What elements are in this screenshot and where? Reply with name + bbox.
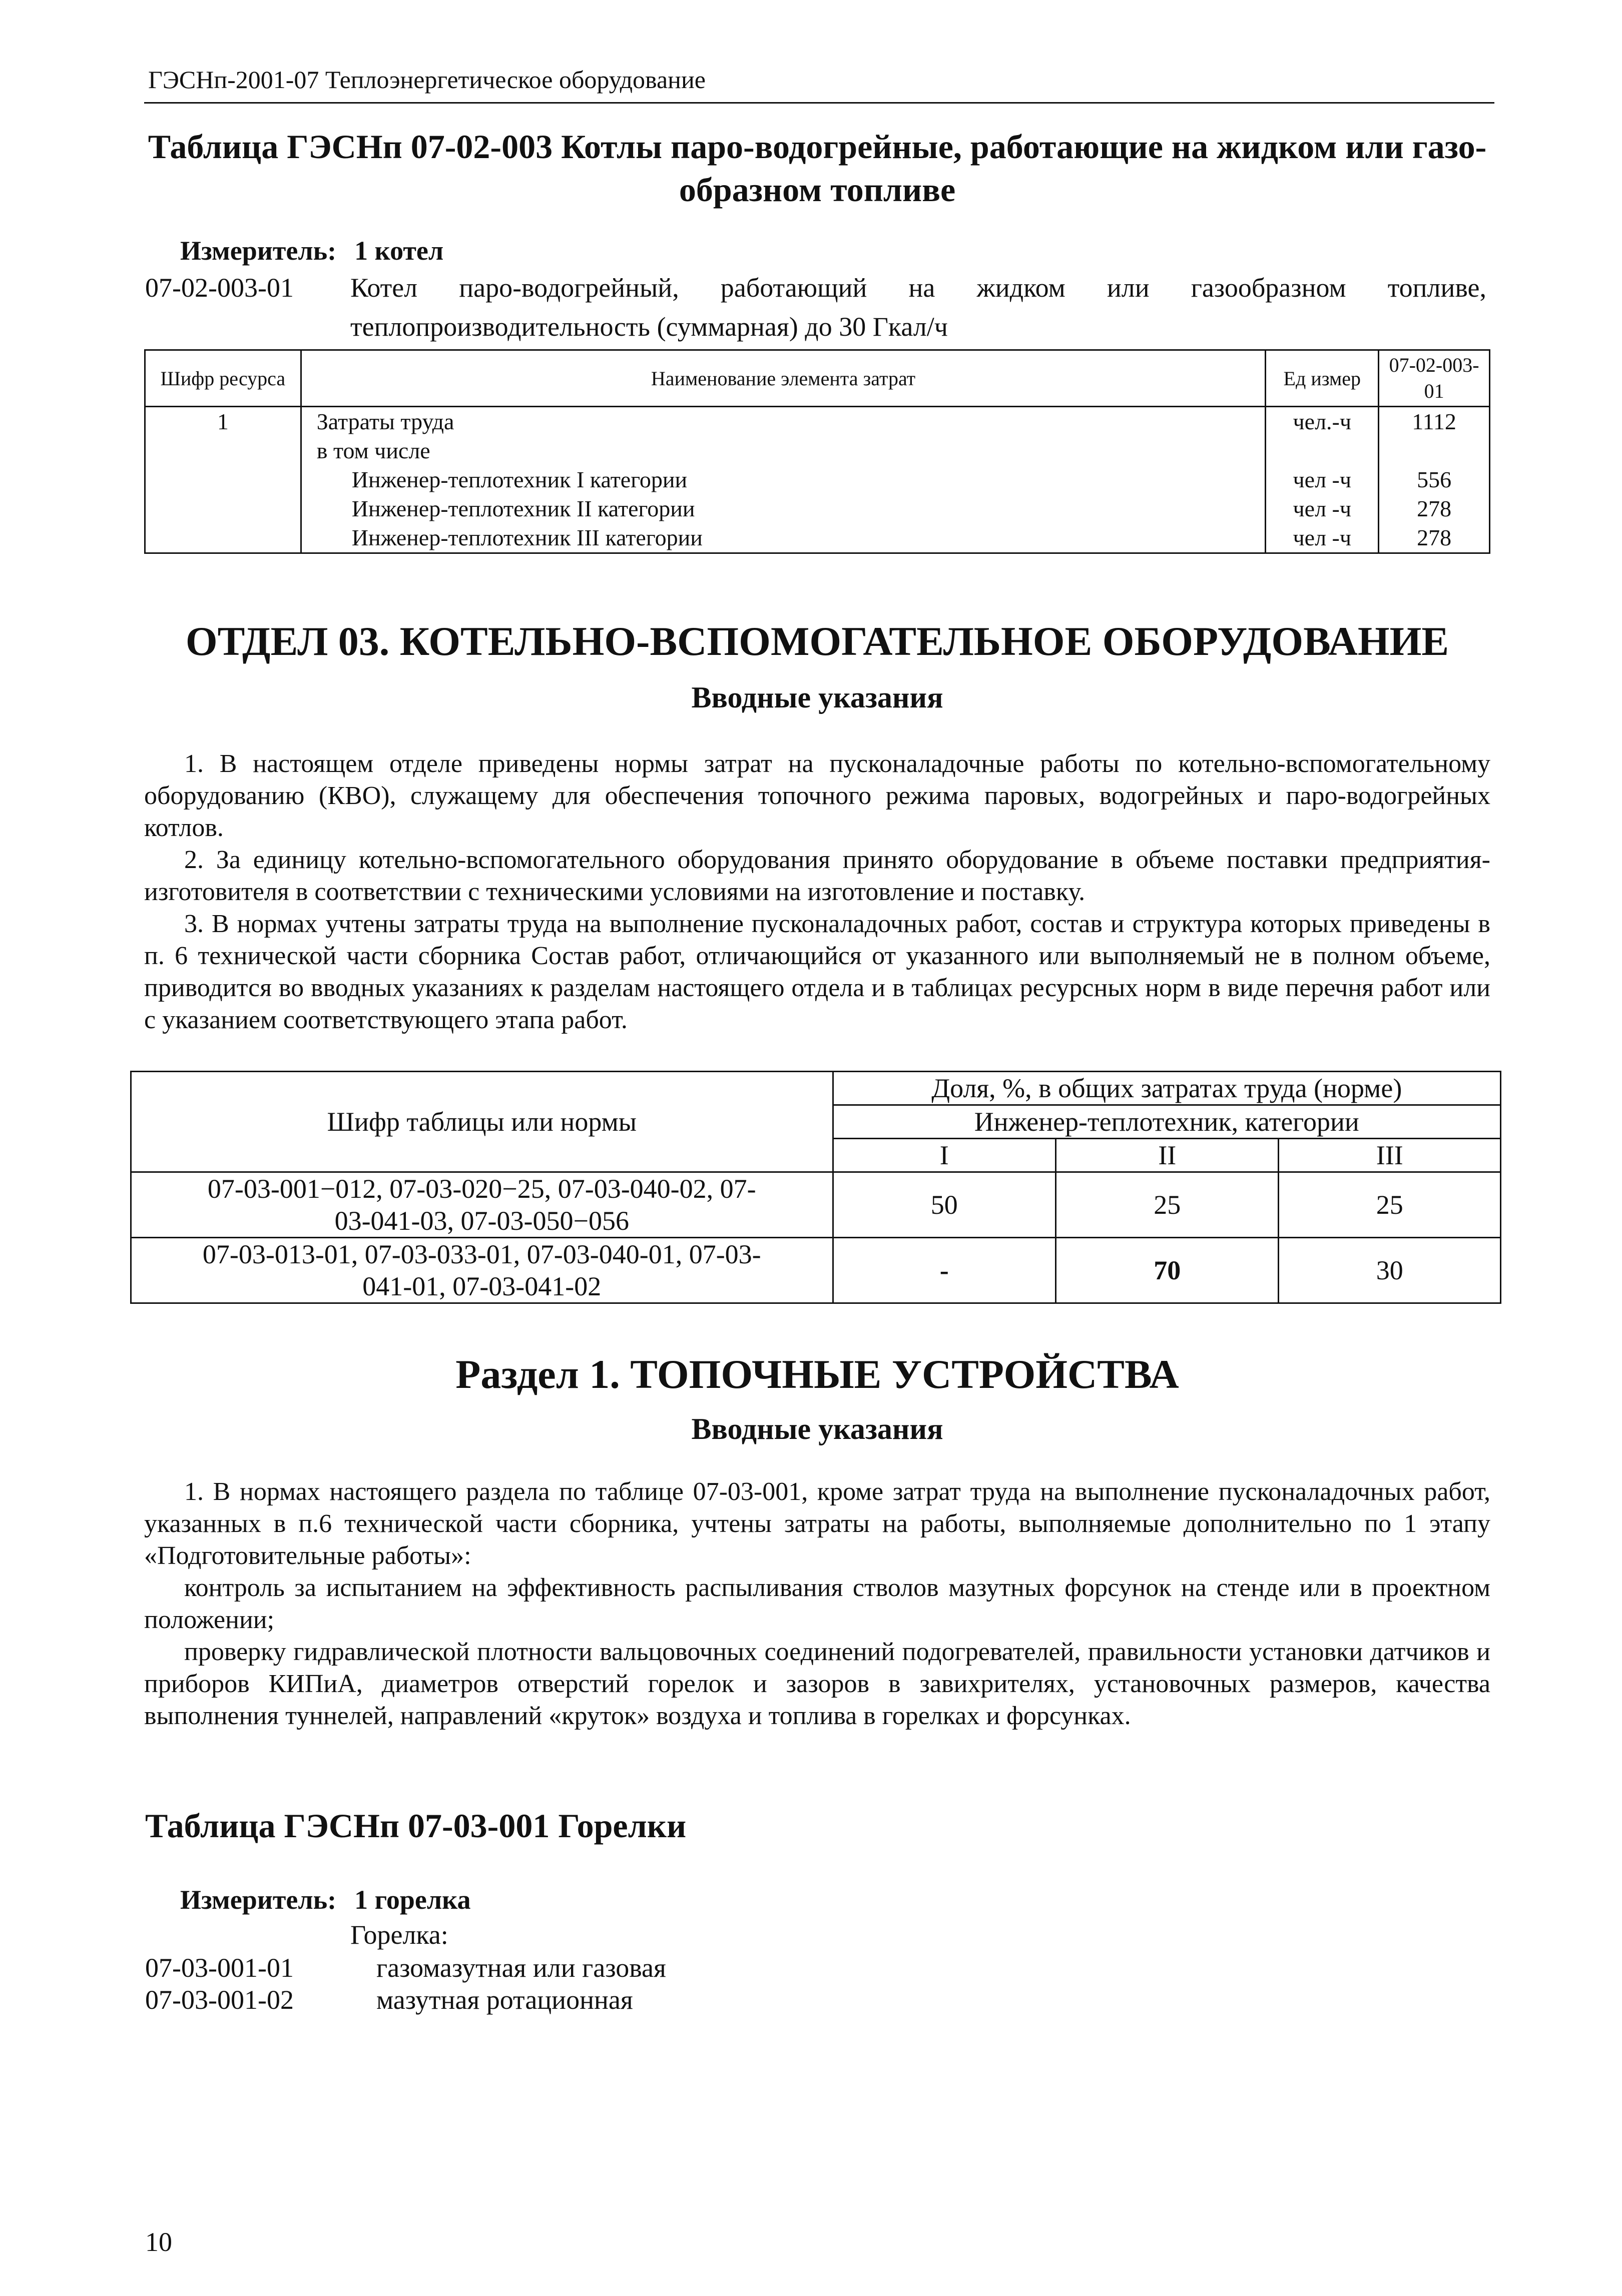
table3-group: Горелка: xyxy=(350,1920,448,1950)
value: 278 xyxy=(1379,494,1490,523)
norm-codes: 07-03-001−012, 07-03-020−25, 07-03-040-02, 07-03-041-03, 07-03-050−056 xyxy=(131,1172,833,1238)
share-i: 50 xyxy=(833,1172,1055,1238)
table-row xyxy=(131,1172,1501,1238)
share-i: - xyxy=(833,1238,1055,1303)
department-title: ОТДЕЛ 03. КОТЕЛЬНО-ВСПОМОГАТЕЛЬНОЕ ОБОРУДОВАНИЕ xyxy=(185,618,1449,664)
share-ii: 70 xyxy=(1056,1238,1279,1303)
table1-measure-value: 1 котел xyxy=(354,236,444,266)
resource-code xyxy=(145,436,301,465)
unit xyxy=(1266,436,1379,465)
category-ii: II xyxy=(1056,1139,1279,1172)
unit: чел -ч xyxy=(1266,523,1379,553)
element-name: Инженер-теплотехник III категории xyxy=(301,523,1266,553)
element-name: Инженер-теплотехник I категории xyxy=(301,465,1266,494)
section-intro-text xyxy=(144,1476,1490,1732)
table1-title xyxy=(144,125,1490,211)
paragraph: 2. За единицу котельно-вспомогательного оборудования принято оборудование в объеме поставки предприятия-изготовителя в соответствии с техническими условиями на изготовление и поставку. xyxy=(144,846,1490,906)
paragraph: 3. В нормах учтены затраты труда на выполнение пусконаладочных работ, состав и структура которых приведены в п. 6 технической части сборника Состав работ, отличающийся от указанного или выполняемый не в полном объеме, приводится во вводных указаниях к разделам настоящего отдела и в таблицах ресурсных норм в виде перечня работ или с указанием соответствующего этапа работ. xyxy=(144,910,1490,1034)
unit: чел -ч xyxy=(1266,494,1379,523)
table3-measure-value: 1 горелка xyxy=(354,1885,471,1915)
table-row xyxy=(145,494,1490,523)
labor-share-table xyxy=(130,1071,1501,1304)
value: 1112 xyxy=(1379,407,1490,437)
paragraph: 1. В нормах настоящего раздела по таблице 07-03-001, кроме затрат труда на выполнение пусконаладочных работ, указанных в п.6 технической части сборника, учтены затраты на работы, выполняемые дополнительно по 1 этапу «Подготовительные работы»: xyxy=(144,1477,1490,1570)
norm-name: мазутная ротационная xyxy=(376,1985,633,2015)
category-i: I xyxy=(833,1139,1055,1172)
share-ii: 25 xyxy=(1056,1172,1279,1238)
norm-codes: 07-03-013-01, 07-03-033-01, 07-03-040-01, 07-03-041-01, 07-03-041-02 xyxy=(131,1238,833,1303)
table-header-row xyxy=(131,1072,1501,1105)
element-name: Затраты труда xyxy=(301,407,1266,437)
element-name-header: Наименование элемента затрат xyxy=(301,350,1266,407)
paragraph: проверку гидравлической плотности вальцовочных соединений подогревателей, правильности установки датчиков и приборов КИПиА, диаметров отверстий горелок и зазоров в завихрителях, установочных размеров, качества выполнения туннелей, направлений «круток» воздуха и топлива в горелках и форсунках. xyxy=(144,1638,1490,1730)
department-intro-text xyxy=(144,748,1490,1036)
department-intro-heading: Вводные указания xyxy=(691,681,943,714)
section-title: Раздел 1. ТОПОЧНЫЕ УСТРОЙСТВА xyxy=(455,1351,1179,1397)
resource-table-header xyxy=(145,350,1490,407)
resource-code-header: Шифр ресурса xyxy=(145,350,301,407)
table-row xyxy=(131,1238,1501,1303)
category-iii: III xyxy=(1279,1139,1501,1172)
norm-name: газомазутная или газовая xyxy=(376,1953,666,1983)
table3-title: Таблица ГЭСНп 07-03-001 Горелки xyxy=(145,1807,687,1845)
section-intro-heading: Вводные указания xyxy=(691,1412,943,1445)
norm-code: 07-03-001-02 xyxy=(145,1985,294,2015)
table1-code: 07-02-003-01 xyxy=(145,273,294,303)
table1-desc: Котел паро-водогрейный, работающий на жидком или газообразном топливе, теплопроизводительность (суммарная) до 30 Гкал/ч xyxy=(350,273,1486,342)
table-row xyxy=(145,465,1490,494)
unit-header: Ед измер xyxy=(1266,350,1379,407)
running-header: ГЭСНп-2001-07 Теплоэнергетическое оборудование xyxy=(148,66,706,94)
value: 278 xyxy=(1379,523,1490,553)
table1-title-text: Таблица ГЭСНп 07-02-003 Котлы паро-водогрейные, работающие на жидком или газо-образном топливе xyxy=(148,128,1487,209)
element-name: в том числе xyxy=(301,436,1266,465)
table3-measure xyxy=(180,1884,488,1915)
share-iii: 30 xyxy=(1279,1238,1501,1303)
category-header: Инженер-теплотехник, категории xyxy=(833,1105,1500,1139)
norm-header: 07-02-003-01 xyxy=(1379,350,1490,407)
resource-table xyxy=(144,349,1490,554)
table-row xyxy=(145,436,1490,465)
resource-code xyxy=(145,523,301,553)
paragraph: контроль за испытанием на эффективность распыливания стволов мазутных форсунок на стенде или в проектном положении; xyxy=(144,1574,1490,1634)
table-row xyxy=(145,407,1490,437)
share-header: Доля, %, в общих затратах труда (норме) xyxy=(833,1072,1500,1105)
share-iii: 25 xyxy=(1279,1172,1501,1238)
resource-code: 1 xyxy=(145,407,301,437)
paragraph: 1. В настоящем отделе приведены нормы затрат на пусконаладочные работы по котельно-вспомогательному оборудованию (КВО), служащему для обеспечения топочного режима паровых, водогрейных и паро-водогрейных котлов. xyxy=(144,749,1490,842)
table-row xyxy=(145,523,1490,553)
page-number: 10 xyxy=(145,2227,172,2257)
value xyxy=(1379,436,1490,465)
unit: чел -ч xyxy=(1266,465,1379,494)
value: 556 xyxy=(1379,465,1490,494)
norm-code: 07-03-001-01 xyxy=(145,1953,294,1983)
header-rule xyxy=(144,102,1494,104)
table1-measure xyxy=(180,235,461,266)
norm-code-header: Шифр таблицы или нормы xyxy=(131,1072,833,1172)
table1-measure-label: Измеритель: xyxy=(180,236,337,266)
table3-measure-label: Измеритель: xyxy=(180,1885,337,1915)
unit: чел.-ч xyxy=(1266,407,1379,437)
resource-code xyxy=(145,465,301,494)
element-name: Инженер-теплотехник II категории xyxy=(301,494,1266,523)
resource-code xyxy=(145,494,301,523)
